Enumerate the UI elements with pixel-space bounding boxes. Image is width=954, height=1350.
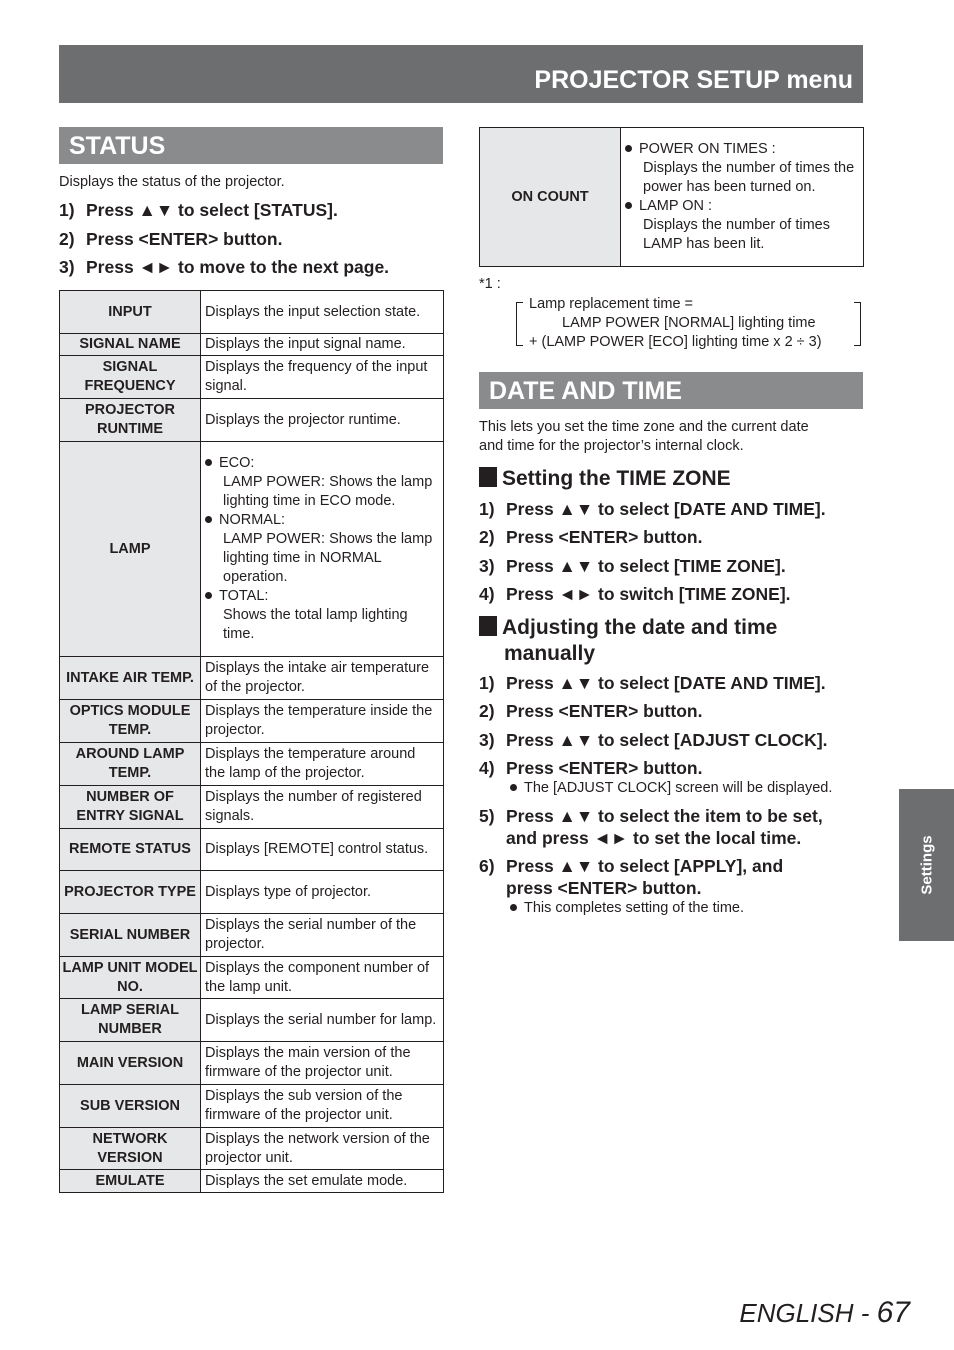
row-term: NUMBER OF ENTRY SIGNAL bbox=[60, 786, 201, 829]
row-desc: Displays type of projector. bbox=[201, 871, 444, 914]
step-text: Press ▲▼ to select [STATUS]. bbox=[86, 200, 338, 220]
step-number: 3) bbox=[479, 556, 495, 576]
bullet-icon bbox=[205, 516, 212, 523]
step-number: 3) bbox=[59, 257, 75, 277]
row-term: MAIN VERSION bbox=[60, 1042, 201, 1085]
row-desc: Displays the main version of the firmware of the projector unit. bbox=[201, 1042, 444, 1085]
row-term: SIGNAL FREQUENCY bbox=[60, 356, 201, 399]
datetime-heading-text: DATE AND TIME bbox=[489, 377, 683, 405]
status-heading bbox=[59, 127, 443, 164]
step-number: 1) bbox=[479, 673, 495, 693]
step-text: Press <ENTER> button. bbox=[86, 229, 283, 249]
bullet-icon bbox=[510, 904, 517, 911]
footnote-mark: *1 : bbox=[479, 276, 501, 292]
step-text: Press ◄► to move to the next page. bbox=[86, 257, 390, 277]
row-term: PROJECTOR TYPE bbox=[60, 871, 201, 914]
step-number: 1) bbox=[59, 200, 75, 220]
bullet-title: TOTAL: bbox=[219, 588, 269, 604]
step-text: Press ▲▼ to select [TIME ZONE]. bbox=[506, 556, 786, 576]
table-row bbox=[60, 657, 444, 700]
table-row bbox=[60, 999, 444, 1042]
bullet-text: LAMP POWER: Shows the lamp lighting time in ECO mode. bbox=[223, 474, 433, 509]
bullet-icon bbox=[625, 145, 632, 152]
footnote-line-3: + (LAMP POWER [ECO] lighting time x 2 ÷ 3) bbox=[529, 334, 822, 350]
row-term: SERIAL NUMBER bbox=[60, 914, 201, 957]
bullet-icon bbox=[205, 459, 212, 466]
manual-step-3 bbox=[479, 729, 828, 751]
table-row bbox=[60, 334, 444, 356]
bullet-text: LAMP POWER: Shows the lamp lighting time in NORMAL operation. bbox=[223, 531, 433, 585]
status-table bbox=[59, 290, 444, 1193]
bullet-icon bbox=[625, 202, 632, 209]
row-term: ON COUNT bbox=[480, 128, 621, 267]
step-text: Press ▲▼ to select [APPLY], and bbox=[506, 856, 784, 876]
subheading-text: Setting the TIME ZONE bbox=[502, 467, 731, 490]
table-row bbox=[60, 356, 444, 399]
row-term: SUB VERSION bbox=[60, 1085, 201, 1128]
footnote-bracket-right bbox=[854, 302, 861, 346]
bullet-icon bbox=[510, 784, 517, 791]
lamp-bullet-eco bbox=[205, 454, 439, 473]
table-row bbox=[60, 442, 444, 657]
lamp-bullet-total bbox=[205, 587, 439, 606]
row-term: NETWORK VERSION bbox=[60, 1128, 201, 1170]
step-number: 2) bbox=[479, 527, 495, 547]
step-number: 4) bbox=[479, 584, 495, 604]
step-number: 5) bbox=[479, 806, 495, 826]
step-number: 4) bbox=[479, 758, 495, 778]
row-desc: Displays the component number of the lamp unit. bbox=[201, 957, 444, 999]
step-number: 1) bbox=[479, 499, 495, 519]
row-desc: Displays the intake air temperature of the projector. bbox=[201, 657, 444, 700]
square-bullet-icon bbox=[479, 467, 497, 487]
subheading-text: Adjusting the date and time bbox=[502, 616, 778, 639]
status-step-1 bbox=[59, 199, 338, 221]
table-row bbox=[60, 700, 444, 743]
row-desc bbox=[621, 128, 864, 267]
manual-step-1 bbox=[479, 672, 826, 694]
row-term: REMOTE STATUS bbox=[60, 829, 201, 871]
row-term: INTAKE AIR TEMP. bbox=[60, 657, 201, 700]
bullet-text: Displays the number of times LAMP has been lit. bbox=[643, 217, 830, 252]
row-desc: Displays [REMOTE] control status. bbox=[201, 829, 444, 871]
row-term: INPUT bbox=[60, 291, 201, 334]
footnote-line-1: Lamp replacement time = bbox=[529, 296, 694, 312]
status-step-3 bbox=[59, 256, 389, 278]
step-number: 2) bbox=[59, 229, 75, 249]
side-tab-settings bbox=[899, 789, 954, 941]
bullet-title: NORMAL: bbox=[219, 512, 286, 528]
step-text: Press ◄► to switch [TIME ZONE]. bbox=[506, 584, 791, 604]
step-number: 3) bbox=[479, 730, 495, 750]
table-row bbox=[60, 743, 444, 786]
timezone-step-1 bbox=[479, 498, 826, 520]
step-text: Press ▲▼ to select [DATE AND TIME]. bbox=[506, 499, 826, 519]
note-text: The [ADJUST CLOCK] screen will be displayed. bbox=[524, 780, 833, 796]
row-term: AROUND LAMP TEMP. bbox=[60, 743, 201, 786]
step-text-cont: press <ENTER> button. bbox=[506, 878, 702, 898]
row-desc: Displays the input selection state. bbox=[201, 291, 444, 334]
status-heading-text: STATUS bbox=[69, 132, 166, 160]
table-row bbox=[60, 786, 444, 829]
row-term: OPTICS MODULE TEMP. bbox=[60, 700, 201, 743]
page-title: PROJECTOR SETUP menu bbox=[534, 66, 853, 94]
status-intro: Displays the status of the projector. bbox=[59, 174, 285, 190]
row-desc: Displays the temperature around the lamp of the projector. bbox=[201, 743, 444, 786]
row-desc: Displays the network version of the projector unit. bbox=[201, 1128, 444, 1170]
timezone-step-2 bbox=[479, 526, 702, 548]
row-term: LAMP SERIAL NUMBER bbox=[60, 999, 201, 1042]
step-number: 2) bbox=[479, 701, 495, 721]
row-desc: Displays the serial number of the projector. bbox=[201, 914, 444, 957]
manual-subheading bbox=[479, 615, 777, 667]
bullet-title: LAMP ON : bbox=[639, 198, 713, 214]
table-row bbox=[60, 291, 444, 334]
header-bar bbox=[59, 45, 863, 103]
row-term: SIGNAL NAME bbox=[60, 334, 201, 356]
table-row bbox=[60, 399, 444, 442]
row-desc bbox=[201, 442, 444, 657]
row-term: PROJECTOR RUNTIME bbox=[60, 399, 201, 442]
manual-step-4-note bbox=[510, 779, 832, 797]
oncount-bullet-lamp bbox=[625, 197, 859, 216]
row-desc: Displays the input signal name. bbox=[201, 334, 444, 356]
row-desc: Displays the set emulate mode. bbox=[201, 1170, 444, 1193]
table-row bbox=[60, 1170, 444, 1193]
step-text-cont: and press ◄► to set the local time. bbox=[506, 828, 802, 848]
table-row bbox=[60, 914, 444, 957]
footer-language: ENGLISH - bbox=[739, 1298, 877, 1328]
footnote-bracket-left bbox=[516, 302, 523, 346]
step-text: Press <ENTER> button. bbox=[506, 701, 703, 721]
timezone-step-4 bbox=[479, 583, 791, 605]
row-term: EMULATE bbox=[60, 1170, 201, 1193]
row-term: LAMP UNIT MODEL NO. bbox=[60, 957, 201, 999]
subheading-text-cont: manually bbox=[504, 642, 596, 665]
row-desc: Displays the number of registered signals. bbox=[201, 786, 444, 829]
datetime-heading bbox=[479, 372, 863, 409]
step-number: 6) bbox=[479, 856, 495, 876]
bullet-title: POWER ON TIMES : bbox=[639, 141, 776, 157]
table-row bbox=[60, 957, 444, 999]
step-text: Press <ENTER> button. bbox=[506, 758, 703, 778]
note-text: This completes setting of the time. bbox=[524, 900, 745, 916]
step-text: Press ▲▼ to select [DATE AND TIME]. bbox=[506, 673, 826, 693]
bullet-icon bbox=[205, 592, 212, 599]
manual-step-6 bbox=[479, 855, 783, 899]
row-desc: Displays the projector runtime. bbox=[201, 399, 444, 442]
manual-step-6-note bbox=[510, 899, 744, 917]
bullet-text: Shows the total lamp lighting time. bbox=[223, 607, 408, 642]
square-bullet-icon bbox=[479, 616, 497, 636]
manual-step-2 bbox=[479, 700, 702, 722]
footnote-line-2: LAMP POWER [NORMAL] lighting time bbox=[562, 315, 816, 331]
table-row bbox=[60, 1085, 444, 1128]
page-footer bbox=[739, 1296, 910, 1330]
step-text: Press ▲▼ to select the item to be set, bbox=[506, 806, 823, 826]
side-tab-label: Settings bbox=[918, 835, 935, 895]
row-desc: Displays the frequency of the input signal. bbox=[201, 356, 444, 399]
row-desc: Displays the temperature inside the projector. bbox=[201, 700, 444, 743]
oncount-bullet-power bbox=[625, 140, 859, 159]
bullet-title: ECO: bbox=[219, 455, 255, 471]
step-text: Press ▲▼ to select [ADJUST CLOCK]. bbox=[506, 730, 828, 750]
datetime-intro-1: This lets you set the time zone and the current date bbox=[479, 419, 809, 435]
row-desc: Displays the sub version of the firmware of the projector unit. bbox=[201, 1085, 444, 1128]
table-row bbox=[60, 829, 444, 871]
manual-step-4 bbox=[479, 757, 702, 779]
page-number: 67 bbox=[876, 1296, 910, 1329]
oncount-table bbox=[479, 127, 864, 267]
table-row bbox=[480, 128, 864, 267]
lamp-bullet-normal bbox=[205, 511, 439, 530]
row-desc: Displays the serial number for lamp. bbox=[201, 999, 444, 1042]
table-row bbox=[60, 871, 444, 914]
datetime-intro-2: and time for the projector’s internal clock. bbox=[479, 438, 744, 454]
table-row bbox=[60, 1042, 444, 1085]
bullet-text: Displays the number of times the power has been turned on. bbox=[643, 160, 855, 195]
row-term: LAMP bbox=[60, 442, 201, 657]
status-step-2 bbox=[59, 228, 282, 250]
timezone-subheading bbox=[479, 466, 731, 492]
timezone-step-3 bbox=[479, 555, 786, 577]
table-row bbox=[60, 1128, 444, 1170]
step-text: Press <ENTER> button. bbox=[506, 527, 703, 547]
manual-step-5 bbox=[479, 805, 823, 849]
